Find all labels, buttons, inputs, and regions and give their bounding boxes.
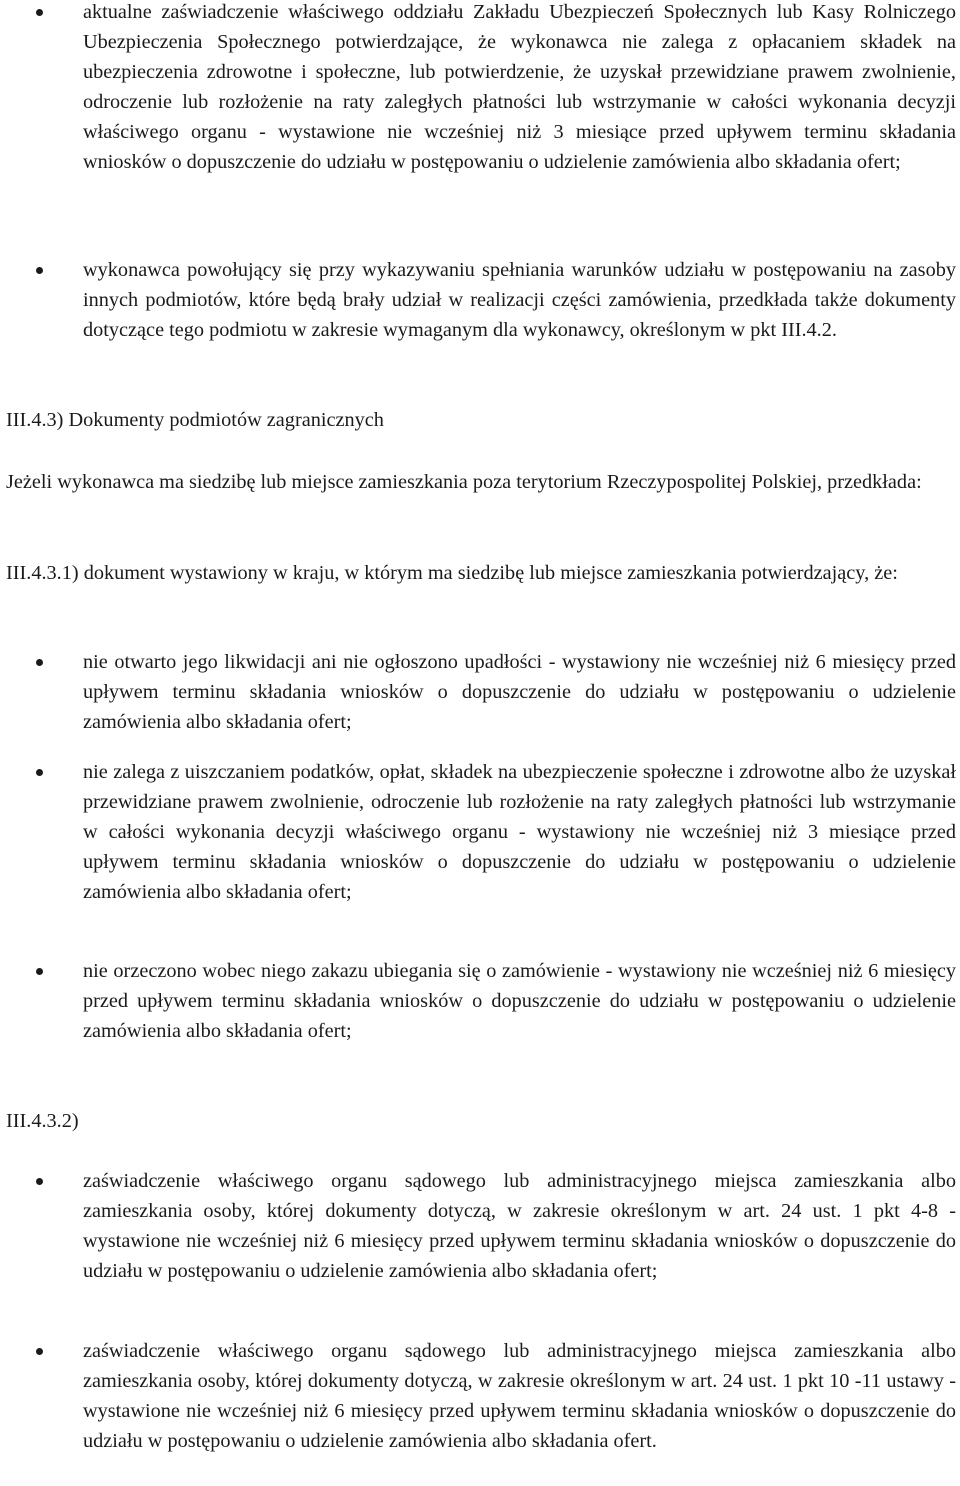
list-item [83, 1336, 956, 1456]
section-heading: III.4.3) Dokumenty podmiotów zagranicznych [6, 409, 384, 431]
list-item [83, 956, 956, 1046]
bullet-icon [36, 1178, 43, 1185]
list-item [83, 1166, 956, 1286]
sub-2-item-1 [0, 1166, 956, 1286]
list-item [83, 255, 956, 345]
bullet-icon [36, 9, 43, 16]
list-item-text: zaświadczenie właściwego organu sądowego lub administracyjnego miejsca zamieszkania albo zamieszkania osoby, której dokumenty dotyczą, w zakresie określonym w art. 24 ust. 1 pkt 10 -11 ustawy - wystawione nie wcześniej niż 6 miesięcy przed upływem terminu składania wniosków o dopuszczenie do udziału w postępowaniu o udzielenie zamówienia albo składania ofert. [83, 1340, 956, 1452]
list-item-text: wykonawca powołujący się przy wykazywaniu spełniania warunków udziału w postępowaniu na zasoby innych podmiotów, które będą brały udział w realizacji części zamówienia, przedkłada także dokumenty dotyczące tego podmiotu w zakresie wymaganym dla wykonawcy, określonym w pkt III.4.2. [83, 259, 956, 341]
list-item-text: zaświadczenie właściwego organu sądowego lub administracyjnego miejsca zamieszkania albo zamieszkania osoby, której dokumenty dotyczą, w zakresie określonym w art. 24 ust. 1 pkt 4-8 - wystawione nie wcześniej niż 6 miesięcy przed upływem terminu składania wniosków o dopuszczenie do udziału w postępowaniu o udzielenie zamówienia albo składania ofert; [83, 1170, 956, 1282]
bullet-icon [36, 659, 43, 666]
list-a [0, 0, 956, 177]
bullet-icon [36, 267, 43, 274]
intro-paragraph: Jeżeli wykonawca ma siedzibę lub miejsce zamieszkania poza terytorium Rzeczypospolitej Polskiej, przedkłada: [6, 471, 922, 493]
list-item-text: aktualne zaświadczenie właściwego oddziału Zakładu Ubezpieczeń Społecznych lub Kasy Rolniczego Ubezpieczenia Społecznego potwierdzające, że wykonawca nie zalega z opłacaniem składek na ubezpieczenia zdrowotne i społeczne, lub potwierdzenie, że uzyskał przewidziane prawem zwolnienie, odroczenie lub rozłożenie na raty zaległych płatności lub wstrzymanie w całości wykonania decyzji właściwego organu - wystawione nie wcześniej niż 3 miesiące przed upływem terminu składania wniosków o dopuszczenie do udziału w postępowaniu o udzielenie zamówienia albo składania ofert; [83, 1, 956, 173]
list-item-text: nie orzeczono wobec niego zakazu ubiegania się o zamówienie - wystawiony nie wcześniej niż 6 miesięcy przed upływem terminu składania wniosków o dopuszczenie do udziału w postępowaniu o udzielenie zamówienia albo składania ofert; [83, 960, 956, 1042]
sub-1-item-3 [0, 956, 956, 1046]
bullet-icon [36, 1348, 43, 1355]
list-item-text: nie zalega z uiszczaniem podatków, opłat, składek na ubezpieczenie społeczne i zdrowotne albo że uzyskał przewidziane prawem zwolnienie, odroczenie lub rozłożenie na raty zaległych płatności lub wstrzymanie w całości wykonania decyzji właściwego organu - wystawiony nie wcześniej niż 3 miesiące przed upływem terminu składania wniosków o dopuszczenie do udziału w postępowaniu o udzielenie zamówienia albo składania ofert; [83, 761, 956, 903]
list-item [83, 0, 956, 177]
sub-2-item-2 [0, 1336, 956, 1456]
list-item [83, 647, 956, 737]
bullet-icon [36, 968, 43, 975]
sub-1-item-2 [0, 757, 956, 907]
list-item [83, 757, 956, 907]
sub-1-text: III.4.3.1) dokument wystawiony w kraju, w którym ma siedzibę lub miejsce zamieszkania potwierdzający, że: [6, 562, 898, 584]
sub-2-label: III.4.3.2) [6, 1110, 79, 1132]
sub-1-item-1 [0, 647, 956, 737]
bullet-icon [36, 769, 43, 776]
list-a-2 [0, 255, 956, 345]
list-item-text: nie otwarto jego likwidacji ani nie ogłoszono upadłości - wystawiony nie wcześniej niż 6 miesięcy przed upływem terminu składania wniosków o dopuszczenie do udziału w postępowaniu o udzielenie zamówienia albo składania ofert; [83, 651, 956, 733]
